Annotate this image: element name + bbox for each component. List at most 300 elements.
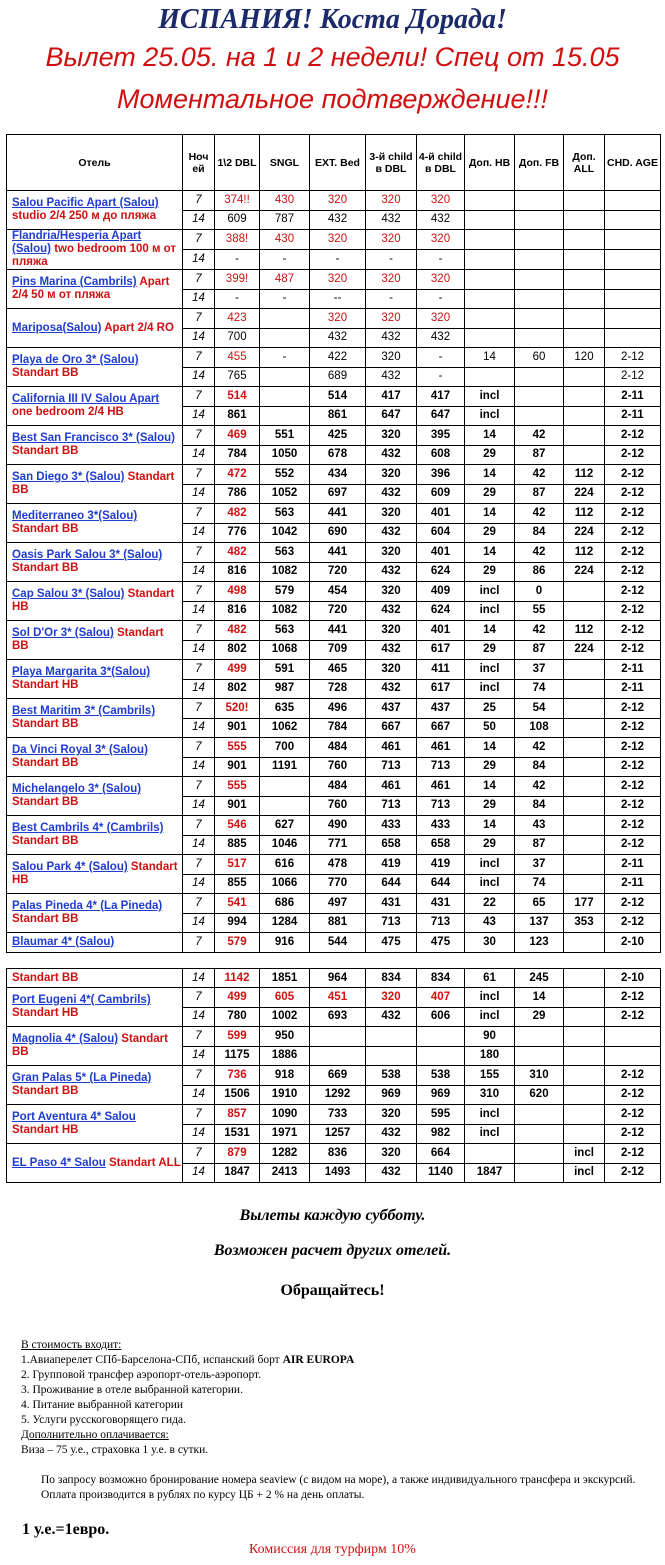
price-cell: 441 <box>310 504 366 524</box>
price-cell: 7 <box>183 738 215 758</box>
price-cell <box>260 406 310 426</box>
price-cell <box>366 1027 417 1047</box>
price-cell: 7 <box>183 387 215 407</box>
price-cell: incl <box>465 601 515 621</box>
table-row <box>7 230 661 250</box>
price-cell: 1910 <box>260 1085 310 1105</box>
price-cell <box>564 933 605 953</box>
price-cell: 7 <box>183 270 215 290</box>
price-cell: 482 <box>215 504 260 524</box>
price-cell <box>564 230 605 250</box>
hotel-name-link[interactable]: Playa de Oro 3* (Salou) <box>12 354 139 366</box>
hotel-name-link[interactable]: California III IV Salou Apart <box>12 393 160 405</box>
price-cell: 401 <box>417 621 465 641</box>
price-cell: 42 <box>515 777 564 797</box>
table-row <box>7 738 661 758</box>
price-cell: 469 <box>215 426 260 446</box>
price-cell: 310 <box>465 1085 515 1105</box>
price-cell: 1046 <box>260 835 310 855</box>
price-cell: 320 <box>310 230 366 250</box>
price-cell: 2-12 <box>605 582 661 602</box>
price-cell: 520! <box>215 699 260 719</box>
hotel-name-link[interactable]: Cap Salou 3* (Salou) <box>12 588 125 600</box>
price-cell: -- <box>310 289 366 309</box>
hotel-name-link[interactable]: Mariposa(Salou) <box>12 321 102 334</box>
price-cell: 499 <box>215 660 260 680</box>
price-cell: 658 <box>417 835 465 855</box>
price-cell: 388! <box>215 230 260 250</box>
hotel-room-type: Apart 2/4 RO <box>104 321 174 334</box>
price-cell: 14 <box>183 250 215 270</box>
price-cell: 320 <box>366 660 417 680</box>
price-cell: 901 <box>215 718 260 738</box>
price-cell: 87 <box>515 484 564 504</box>
price-cell: 609 <box>215 210 260 230</box>
price-cell: 604 <box>417 523 465 543</box>
price-cell <box>564 426 605 446</box>
price-cell: 310 <box>515 1066 564 1086</box>
price-cell <box>515 210 564 230</box>
price-cell <box>515 1046 564 1066</box>
price-cell: 544 <box>310 933 366 953</box>
price-cell: 901 <box>215 796 260 816</box>
hotel-cell <box>7 621 183 660</box>
price-cell: 432 <box>366 367 417 387</box>
price-cell: 29 <box>465 835 515 855</box>
price-cell: 2413 <box>260 1163 310 1183</box>
hotel-cell <box>7 1144 183 1183</box>
price-cell: 320 <box>366 465 417 485</box>
price-cell: 30 <box>465 933 515 953</box>
price-cell: 29 <box>515 1007 564 1027</box>
price-table-continued <box>6 968 661 1183</box>
price-cell: 84 <box>515 796 564 816</box>
hotel-cell <box>7 230 183 270</box>
price-cell <box>515 1027 564 1047</box>
price-cell: 836 <box>310 1144 366 1164</box>
hotel-room-type: Standart BB <box>12 1033 168 1058</box>
table-row <box>7 504 661 524</box>
hotel-name-link[interactable]: Sol D'Or 3* (Salou) <box>12 627 114 639</box>
price-cell: 320 <box>366 348 417 368</box>
price-cell: 563 <box>260 621 310 641</box>
price-cell: 2-12 <box>605 367 661 387</box>
price-cell: 552 <box>260 465 310 485</box>
price-cell: 664 <box>417 1144 465 1164</box>
price-cell: 14 <box>183 640 215 660</box>
price-cell: 320 <box>417 309 465 329</box>
price-cell: 14 <box>183 1163 215 1183</box>
hotel-room-type: one bedroom 2/4 HB <box>12 406 124 418</box>
price-cell: 816 <box>215 562 260 582</box>
price-cell <box>605 210 661 230</box>
price-cell <box>605 328 661 348</box>
price-cell <box>564 1066 605 1086</box>
price-cell: 74 <box>515 679 564 699</box>
price-cell: - <box>417 348 465 368</box>
price-cell <box>465 250 515 270</box>
price-cell: - <box>366 289 417 309</box>
price-cell: 14 <box>183 406 215 426</box>
hotel-name-link[interactable]: Oasis Park Salou 3* (Salou) <box>12 549 163 561</box>
price-cell: 42 <box>515 621 564 641</box>
price-cell: 881 <box>310 913 366 933</box>
price-cell <box>564 1027 605 1047</box>
hotel-name-link[interactable]: Salou Park 4* (Salou) <box>12 861 128 873</box>
price-cell: 320 <box>366 988 417 1008</box>
price-cell: 514 <box>310 387 366 407</box>
header-all: Доп. ALL <box>564 135 605 191</box>
price-cell: 14 <box>465 504 515 524</box>
table-row <box>7 969 661 988</box>
price-cell: 733 <box>310 1105 366 1125</box>
price-cell: 353 <box>564 913 605 933</box>
extra-text: Виза – 75 у.е., страховка 1 у.е. в сутки. <box>21 1444 209 1456</box>
price-cell: 433 <box>417 816 465 836</box>
price-cell: 14 <box>465 543 515 563</box>
price-cell <box>564 250 605 270</box>
price-cell: 86 <box>515 562 564 582</box>
price-cell: 700 <box>260 738 310 758</box>
price-cell: 686 <box>260 894 310 914</box>
hotel-cell <box>7 387 183 426</box>
price-cell: incl <box>465 660 515 680</box>
price-cell: 624 <box>417 601 465 621</box>
hotel-name-link[interactable]: Gran Palas 5* (La Pineda) <box>12 1072 152 1084</box>
price-cell <box>564 1046 605 1066</box>
price-cell: 461 <box>366 777 417 797</box>
price-cell: 2-12 <box>605 465 661 485</box>
price-cell: 422 <box>310 348 366 368</box>
hotel-room-type: Standart HB <box>12 588 175 613</box>
hotel-name-link[interactable]: Port Eugeni 4*( Cambrils) <box>12 994 151 1006</box>
price-cell: 42 <box>515 738 564 758</box>
header-nights: Ноч ей <box>183 135 215 191</box>
price-cell: 224 <box>564 523 605 543</box>
price-cell: 635 <box>260 699 310 719</box>
hotel-cell <box>7 309 183 348</box>
price-cell: 487 <box>260 270 310 290</box>
price-cell: 1140 <box>417 1163 465 1183</box>
price-cell: 396 <box>417 465 465 485</box>
hotel-cell <box>7 855 183 894</box>
price-cell: 546 <box>215 816 260 836</box>
price-cell: 2-11 <box>605 874 661 894</box>
price-cell: 43 <box>515 816 564 836</box>
price-cell: 320 <box>366 582 417 602</box>
table-row <box>7 660 661 680</box>
price-cell: 760 <box>310 796 366 816</box>
page-subtitle: Вылет 25.05. на 1 и 2 недели! Спец от 15.05 <box>45 42 620 72</box>
include-item-5: 5. Услуги русскоговорящего гида. <box>21 1414 186 1426</box>
hotel-name-link[interactable]: Magnolia 4* (Salou) <box>12 1033 119 1045</box>
hotel-room-type: Standart BB <box>12 757 79 769</box>
price-cell: 950 <box>260 1027 310 1047</box>
price-cell <box>366 1046 417 1066</box>
price-cell: 84 <box>515 523 564 543</box>
price-cell: 2-12 <box>605 699 661 719</box>
price-cell <box>564 874 605 894</box>
table-row <box>7 348 661 368</box>
price-cell <box>605 1027 661 1047</box>
price-cell: 1042 <box>260 523 310 543</box>
price-cell: 112 <box>564 465 605 485</box>
price-cell: 1066 <box>260 874 310 894</box>
price-cell <box>260 777 310 797</box>
price-cell: 2-12 <box>605 894 661 914</box>
price-cell: 802 <box>215 679 260 699</box>
hotel-name-link[interactable]: Palas Pineda 4* (La Pineda) <box>12 900 163 912</box>
hotel-name-link[interactable]: Michelangelo 3* (Salou) <box>12 783 142 795</box>
price-cell: 1971 <box>260 1124 310 1144</box>
page-subtitle-2: Моментальное подтверждение!!! <box>116 84 549 114</box>
price-cell: 14 <box>183 718 215 738</box>
footer-line-2: Возможен расчет других отелей. <box>213 1242 452 1259</box>
price-cell: 1847 <box>465 1163 515 1183</box>
price-cell: 401 <box>417 543 465 563</box>
price-cell: 617 <box>417 679 465 699</box>
hotel-cell <box>7 543 183 582</box>
hotel-name-link[interactable]: San Diego 3* (Salou) <box>12 471 125 483</box>
price-cell: 484 <box>310 738 366 758</box>
price-cell <box>417 1046 465 1066</box>
price-cell: 320 <box>366 504 417 524</box>
price-cell: 87 <box>515 445 564 465</box>
price-cell: 419 <box>366 855 417 875</box>
price-cell <box>515 191 564 211</box>
hotel-name-link[interactable]: Pins Marina (Cambrils) <box>12 276 137 288</box>
price-cell: 7 <box>183 933 215 953</box>
price-cell: 861 <box>310 406 366 426</box>
hotel-room-type: Standart HB <box>12 1007 79 1019</box>
price-cell <box>564 601 605 621</box>
hotel-room-type: Standart BB <box>12 445 79 457</box>
price-cell: 320 <box>366 191 417 211</box>
price-cell: 482 <box>215 621 260 641</box>
price-cell: 627 <box>260 816 310 836</box>
price-cell: 14 <box>465 465 515 485</box>
price-cell: 433 <box>366 816 417 836</box>
price-cell: 87 <box>515 835 564 855</box>
price-cell: 432 <box>310 210 366 230</box>
header-hotel: Отель <box>7 135 183 191</box>
hotel-cell <box>7 582 183 621</box>
price-cell <box>515 1163 564 1183</box>
price-cell: 760 <box>310 757 366 777</box>
price-cell: 1062 <box>260 718 310 738</box>
price-cell: 1082 <box>260 601 310 621</box>
price-cell: 1531 <box>215 1124 260 1144</box>
price-cell: 2-12 <box>605 484 661 504</box>
price-cell <box>465 309 515 329</box>
price-cell: 461 <box>417 777 465 797</box>
price-cell <box>515 309 564 329</box>
price-cell: 112 <box>564 543 605 563</box>
price-cell: 644 <box>417 874 465 894</box>
hotel-room-type: Standart BB <box>12 718 79 730</box>
table-row <box>7 309 661 329</box>
hotel-cell <box>7 988 183 1027</box>
price-cell <box>465 367 515 387</box>
price-cell: 29 <box>465 523 515 543</box>
hotel-name-link[interactable]: Da Vinci Royal 3* (Salou) <box>12 744 148 756</box>
table-row <box>7 387 661 407</box>
price-cell: 490 <box>310 816 366 836</box>
price-cell: 7 <box>183 894 215 914</box>
price-cell: incl <box>465 1105 515 1125</box>
hotel-room-type: Standart HB <box>12 1124 79 1136</box>
price-cell <box>260 367 310 387</box>
price-cell: 432 <box>366 679 417 699</box>
price-cell <box>564 777 605 797</box>
price-cell <box>260 387 310 407</box>
price-cell: 713 <box>366 796 417 816</box>
header-sngl: SNGL <box>260 135 310 191</box>
table-row <box>7 191 661 211</box>
hotel-name-link[interactable]: Playa Margarita 3*(Salou) <box>12 666 151 678</box>
price-cell: 7 <box>183 777 215 797</box>
hotel-name-link[interactable]: Mediterraneo 3*(Salou) <box>12 510 138 522</box>
price-cell: 605 <box>260 988 310 1008</box>
price-cell <box>564 1105 605 1125</box>
price-cell: - <box>310 250 366 270</box>
price-cell: 709 <box>310 640 366 660</box>
price-cell: 713 <box>417 757 465 777</box>
price-cell: 475 <box>417 933 465 953</box>
price-cell: 451 <box>310 988 366 1008</box>
price-cell <box>564 699 605 719</box>
price-cell: 320 <box>366 621 417 641</box>
hotel-name-link[interactable]: Flandria/Hesperia Apart (Salou) <box>12 230 142 255</box>
price-cell: 2-12 <box>605 1163 661 1183</box>
price-cell: 2-11 <box>605 855 661 875</box>
price-cell <box>515 406 564 426</box>
price-cell: 478 <box>310 855 366 875</box>
price-cell: 112 <box>564 621 605 641</box>
price-cell: 2-12 <box>605 816 661 836</box>
price-cell: 499 <box>215 988 260 1008</box>
price-cell: 780 <box>215 1007 260 1027</box>
price-cell: 7 <box>183 504 215 524</box>
price-cell <box>564 210 605 230</box>
price-cell: 7 <box>183 621 215 641</box>
price-cell: 25 <box>465 699 515 719</box>
price-cell: 320 <box>366 309 417 329</box>
price-cell: 551 <box>260 426 310 446</box>
price-cell <box>465 328 515 348</box>
hotel-name-link[interactable]: Best Cambrils 4* (Cambrils) <box>12 822 164 834</box>
price-cell <box>564 270 605 290</box>
hotel-name-link[interactable]: Port Aventura 4* Salou <box>12 1111 136 1123</box>
price-cell: 437 <box>417 699 465 719</box>
hotel-cell <box>7 699 183 738</box>
price-cell <box>564 309 605 329</box>
header-extbed: EXT. Bed <box>310 135 366 191</box>
price-cell: 374!! <box>215 191 260 211</box>
price-cell: 155 <box>465 1066 515 1086</box>
price-cell: 555 <box>215 777 260 797</box>
price-cell <box>465 289 515 309</box>
price-cell: 669 <box>310 1066 366 1086</box>
page-title: ИСПАНИЯ! Коста Дорада! <box>158 4 507 35</box>
price-cell: 7 <box>183 1027 215 1047</box>
price-cell: 14 <box>515 988 564 1008</box>
price-cell: 770 <box>310 874 366 894</box>
price-cell: 437 <box>366 699 417 719</box>
price-cell: 432 <box>366 1124 417 1144</box>
price-cell: 713 <box>417 796 465 816</box>
price-cell: 861 <box>215 406 260 426</box>
price-cell: 432 <box>366 484 417 504</box>
price-cell: 14 <box>183 913 215 933</box>
price-cell: 2-12 <box>605 1144 661 1164</box>
table-row <box>7 894 661 914</box>
price-cell: 720 <box>310 562 366 582</box>
price-cell <box>564 1007 605 1027</box>
price-cell: 2-12 <box>605 718 661 738</box>
hotel-name-link[interactable]: Salou Pacific Apart (Salou) <box>12 197 159 209</box>
price-cell: 112 <box>564 504 605 524</box>
hotel-room-type: Standart BB <box>12 971 79 984</box>
price-cell: 497 <box>310 894 366 914</box>
price-cell: 555 <box>215 738 260 758</box>
price-cell: 29 <box>465 796 515 816</box>
price-cell: 224 <box>564 640 605 660</box>
hotel-name-link[interactable]: Best San Francisco 3* (Salou) <box>12 432 175 444</box>
price-cell: 697 <box>310 484 366 504</box>
price-cell: 411 <box>417 660 465 680</box>
price-cell: 667 <box>366 718 417 738</box>
price-cell: 7 <box>183 348 215 368</box>
price-cell: 728 <box>310 679 366 699</box>
hotel-name-link[interactable]: Blaumar 4* (Salou) <box>12 935 115 948</box>
price-cell: 2-12 <box>605 1066 661 1086</box>
price-cell <box>564 289 605 309</box>
price-cell <box>564 191 605 211</box>
price-cell: 994 <box>215 913 260 933</box>
price-cell: 74 <box>515 874 564 894</box>
price-cell: 2-11 <box>605 387 661 407</box>
price-cell: 430 <box>260 191 310 211</box>
price-cell: 606 <box>417 1007 465 1027</box>
price-cell: 644 <box>366 874 417 894</box>
price-cell <box>605 250 661 270</box>
price-cell: 2-11 <box>605 660 661 680</box>
price-cell: - <box>260 289 310 309</box>
price-cell: 617 <box>417 640 465 660</box>
hotel-name-link[interactable]: Best Maritim 3* (Cambrils) <box>12 705 156 717</box>
price-cell <box>515 328 564 348</box>
price-cell: incl <box>465 406 515 426</box>
price-cell: 29 <box>465 640 515 660</box>
price-cell <box>564 328 605 348</box>
price-cell: 320 <box>310 309 366 329</box>
includes-title: В стоимость входит: <box>21 1339 122 1351</box>
price-cell <box>564 988 605 1008</box>
price-cell: 916 <box>260 933 310 953</box>
hotel-room-type: Standart BB <box>12 796 79 808</box>
price-cell: 14 <box>465 426 515 446</box>
price-cell: 2-12 <box>605 913 661 933</box>
hotel-room-type: Standart HB <box>12 861 178 886</box>
hotel-name-link[interactable]: EL Paso 4* Salou <box>12 1156 106 1169</box>
price-cell <box>564 738 605 758</box>
price-cell: 432 <box>366 445 417 465</box>
price-cell: 431 <box>366 894 417 914</box>
price-cell: 29 <box>465 484 515 504</box>
price-cell: 2-12 <box>605 543 661 563</box>
price-cell <box>515 289 564 309</box>
